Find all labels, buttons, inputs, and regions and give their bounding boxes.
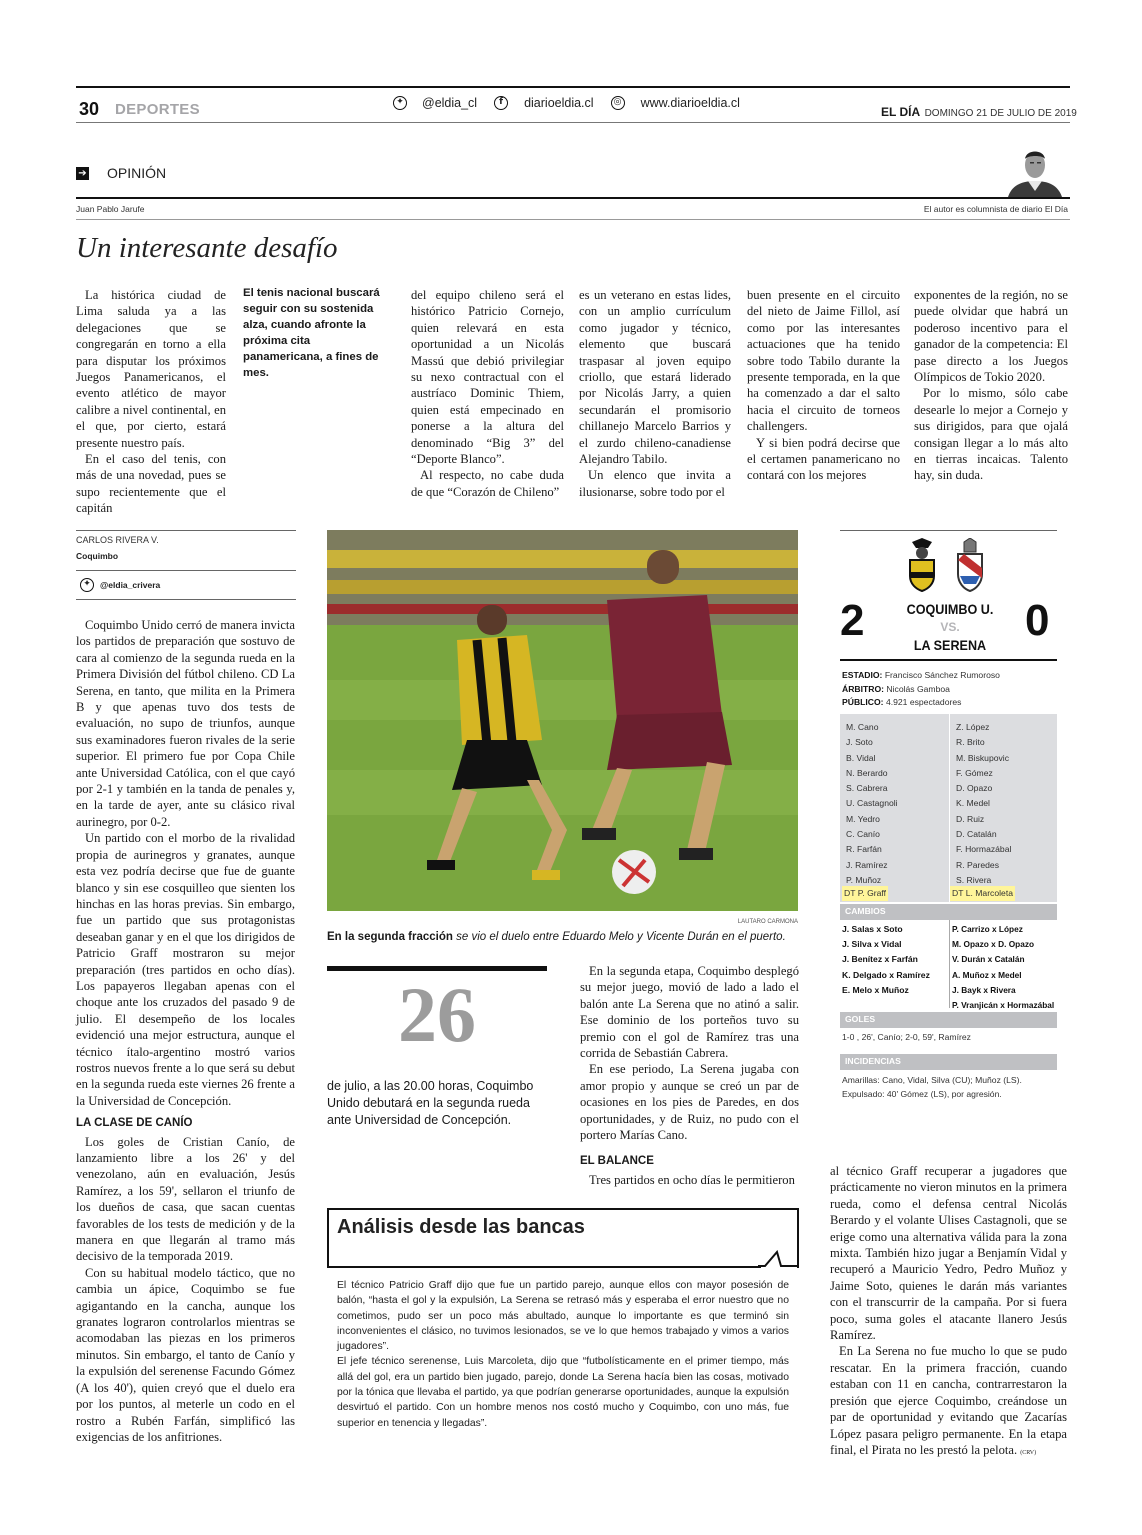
home-change: K. Delgado x Ramírez [842,969,930,980]
referee-row [842,683,1057,697]
opinion-title: Un interesante desafío [76,232,338,264]
article-paragraph-text: En La Serena no fue mucho lo que se pudo rescatar. En la primera fracción, cuando estaban con 11 en cancha, contrarrestaron la presión que ejerce Coquimbo, creándose un par de oportunidad y evitando que Zacarías López pasara peligro permanente. En la etapa final, el Pirata no les prestó la pelota. [830,1344,1067,1457]
incidents-band: INCIDENCIAS [840,1054,1057,1070]
analysis-frame-bottom [327,1266,761,1268]
subhead-la-clase: LA CLASE DE CANÍO [76,1117,193,1130]
home-coach: DT P. Graff [842,886,888,901]
away-change: M. Opazo x D. Opazo [952,939,1035,950]
away-score: 0 [1025,596,1050,645]
away-change: A. Muñoz x Medel [952,969,1022,980]
goals-text: 1-0 , 26', Canío; 2-0, 59', Ramírez [842,1032,971,1042]
website-link[interactable]: www.diarioeldia.cl [640,96,740,110]
home-player: B. Vidal [846,752,876,763]
big-number-text: de julio, a las 20.00 horas, Coquimbo Unido debutará en la segunda rueda ante Universidad de Concepción. [327,1079,534,1127]
home-player: P. Muñoz [846,874,882,885]
analysis-paragraph: El jefe técnico serenense, Luis Marcoleta, dijo que “futbolísticamente en el primer tiempo, más allá del gol, era un partido bien jugado, parejo, donde La Serena hacía bien las cosas, motivado por la tónica que llevaba el partido, ya que podrían generarse oportunidades, aunque la expulsión desvirtuó el partido. Con un hombre menos nos costó mucho y Coquimbo, con uno más, fue superior en tenencia y llegadas”. [337,1356,789,1429]
article-paragraph: Tres partidos en ocho días le permitieron [589,1172,795,1187]
sheet-score-rule [840,659,1057,661]
byline-city: Coquimbo [76,551,119,561]
photo-caption [327,931,807,943]
twitter-handle[interactable]: @eldia_cl [422,96,478,110]
home-lineup [846,720,946,888]
attendance: 4.921 espectadores [885,697,962,707]
goals-band: GOLES [840,1012,1057,1028]
home-player: N. Berardo [846,767,888,778]
away-player: D. Opazo [956,783,993,794]
article-column-3 [580,963,799,1188]
away-team: LA SERENA [913,637,987,653]
opinion-paragraph: Por lo mismo, sólo cabe desearle lo mejor a Cornejo y sus dirigidos, para que ojalá consigan llegar a lo más alto en tierras incaicas. Talento hay, sin duda. [914,386,1068,483]
away-change: P. Carrizo x López [952,924,1023,934]
home-player: C. Canío [846,829,880,840]
stadium: Francisco Sánchez Rumoroso [884,670,1000,680]
byline-twitter[interactable]: @eldia_crivera [100,580,161,590]
article-paragraph: Coquimbo Unido cerró de manera invicta los partidos de preparación que sostuvo de cara al comienzo de la segunda rueda en la Primera División del fútbol chileno. CD La Serena, en tanto, que milita en la Primera B y que apenas tuvo dos tests de evaluación, no supo de triunfos, aunque sus examinadores fueron rivales de la serie superior. El primero fue por Copa Chile ante Universidad Católica, con el que cayó por 2-1 y también en la tanda de penales y, en la tarde de ayer, ante su clásico rival aurinegro, por 0-2. [76,618,295,829]
article-paragraph [830,1343,1067,1461]
home-player: J. Soto [846,737,873,748]
opinion-paragraph: En el caso del tenis, con más de una novedad, pues se supo recientemente que el capitán [76,452,226,516]
incident-line: Amarillas: Cano, Vidal, Silva (CU); Muñoz (LS). [842,1075,1022,1085]
opinion-paragraph: es un veterano en estas lides, con un amplio currículum como jugador y técnico, elemento que buscará traspasar al joven equipo criollo, que estará liderado por Nicolás Jarry, a quien secundarán el promisorio chillanejo Marcelo Barrios y el zurdo chileno-canadiense Alejandro Tabilo. [579,288,731,467]
header-bottom-rule [76,122,1070,123]
home-changes [842,922,950,998]
article-column-4 [830,1163,1067,1461]
analysis-paragraph: El técnico Patricio Graff dijo que fue un partido parejo, aunque ellos con mayor posesión de balón, “hasta el gol y la expulsión, La Serena se retrasó más y esperaba el error nuestro que no cometimos, pudo ser un poco más abultado, aunque lo importante es que terminó sin inconvenientes el clásico, no tuvimos lesionados, se ve lo que hemos trabajado y vimos a varios jugadores”. [337,1280,789,1353]
match-details [842,669,1057,710]
opinion-paragraph: exponentes de la región, no se puede olvidar que habrá un poderoso incentivo para el ganador de la competencia: El pase directo a los Juegos Olímpicos de Tokio 2020. [914,288,1068,385]
stadium-label: ESTADIO: [842,670,883,680]
opinion-paragraph: Y si bien podrá decirse que el certamen panamericano no contará con los mejores [747,435,900,483]
opinion-column-4 [579,287,731,500]
la-serena-crest-icon [956,538,984,592]
attendance-label: PÚBLICO: [842,697,884,707]
opinion-column-3 [411,287,564,500]
opinion-lead: El tenis nacional buscará seguir con su sostenida alza, cuando afronte la próxima cita panamericana, a fines de mes. [243,287,380,379]
opinion-author-note: El autor es columnista de diario El Día [923,204,1068,214]
home-player: M. Yedro [846,813,880,824]
big-number: 26 [398,971,476,1058]
away-player: F. Hormazábal [956,844,1012,855]
home-score: 2 [840,596,865,645]
vs-label: VS. [940,620,960,634]
away-player: M. Biskupovic [956,752,1010,763]
away-change: V. Durán x Catalán [952,954,1025,965]
home-team: COQUIMBO U. [906,601,994,617]
byline-social [80,578,160,592]
away-change: J. Bayk x Rivera [952,984,1016,995]
opinion-paragraph: del equipo chileno será el histórico Patricio Cornejo, quien relevará en esta oportunidad a un Nicolás Massú que debió privilegiar su nexo contractual con el austríaco Dominic Thiem, quien está empecinado en ponerse a la altura del denominado “Big 3” del “Deporte Blanco”. [411,288,564,467]
away-player: F. Gómez [956,767,993,778]
home-player: U. Castagnoli [846,798,898,809]
opinion-column-6 [914,287,1068,484]
away-changes [952,922,1058,1013]
article-paragraph: Un partido con el morbo de la rivalidad propia de aurinegros y granates, aunque esta vez podría decirse que fue de guante blanco y sin ese cosquilleo que sienten los hinchas en las horas previas. Sin embargo, fue un partido que sus protagonistas deseaban ganar y en el que los dirigidos de Patricio Graff mostraron su mejor preparación (tres partidos en ocho días). Los papayeros llegaban apenas con el choque ante los cruzados del pasado 9 de julio. El desempeño de los locales evidenció una mejor estructura, aunque el técnico ítalo-argentino mostró varios rostros nuevos frente a lo que será su debut en la segunda rueda este viernes 26 frente a la Universidad de Concepción. [76,831,295,1108]
match-photo [327,530,798,911]
referee-label: ÁRBITRO: [842,683,885,694]
lineups-divider [949,714,950,902]
away-player: D. Catalán [956,829,997,840]
home-change: E. Melo x Muñoz [842,984,909,995]
incident-line: Expulsado: 40' Gómez (LS), por agresión. [842,1089,1002,1099]
opinion-label: OPINIÓN [107,165,167,181]
article-paragraph: En ese periodo, La Serena jugaba con amor propio y aunque se creó un par de ocasiones en los pies de Paredes, en dos oportunidades, y de Ruiz, no pudo con el portero Marías Cano. [580,1062,799,1143]
incidents-text [842,1073,1057,1101]
twitter-icon: ✦ [393,96,407,110]
page-number: 30 [79,99,100,119]
opinion-author: Juan Pablo Jarufe [76,204,145,214]
photo-credit: LAUTARO CARMONA [737,919,798,925]
header-top-rule [76,86,1070,88]
article-paragraph: En la segunda etapa, Coquimbo desplegó su mejor juego, movió de lado a lado el balón ante La Serena que no atinó a salir. Ese dominio de los porteños tuvo su premio con el gol de Ramírez tras una corrida de Sebastián Cabrera. [580,964,799,1061]
home-player: S. Cabrera [846,783,888,794]
changes-band: CAMBIOS [840,904,1057,920]
away-player: R. Brito [956,737,985,748]
header-dateline [881,103,1077,121]
twitter-icon: ✦ [80,578,94,592]
facebook-icon: f [494,96,508,110]
sheet-top-rule [840,530,1057,531]
opinion-rule [76,197,1070,199]
home-change: J. Silva x Vidal [842,939,902,950]
coquimbo-crest-icon [908,536,936,592]
opinion-column-1 [76,287,226,517]
home-change: J. Salas x Soto [842,924,903,934]
away-player: D. Ruiz [956,813,985,824]
opinion-paragraph: La histórica ciudad de Lima saluda ya a las delegaciones que se congregarán en torno a ella para disputar los próximos Juegos Panamericanos, el evento atlético de mayor calibre a nivel continental, en el que, por cierto, estará presente nuestro país. [76,288,226,450]
caption-lead: En la segunda fracción [327,931,453,943]
arrow-right-icon: ➔ [76,167,89,180]
stadium-row [842,669,1057,683]
byline-name: CARLOS RIVERA V. [76,535,159,545]
header-social-bar [393,96,740,110]
opinion-paragraph: Un elenco que invita a ilusionarse, sobre todo por el [579,468,731,499]
away-player: S. Rivera [956,874,992,885]
away-player: Z. López [956,722,990,732]
article-paragraph: Con su habitual modelo táctico, que no cambia un ápice, Coquimbo se fue agigantando en la cancha, aunque los granates lograron controlarlos mientras se acomodaban las piezas en los primeros minutos. Sin embargo, el tanto de Canío y la expulsión del serenense Facundo Gómez (A los 40'), quien creyó que el duelo era por los puntos, al meterle un codo en el rostro a Rubén Farfán, simplificó las exigencias de los anfitriones. [76,1265,295,1444]
byline-rule-2 [76,570,296,571]
analysis-title: Análisis desde las bancas [337,1216,585,1238]
paper-name: EL DÍA [881,105,921,119]
home-player: R. Farfán [846,844,882,855]
article-paragraph: Los goles de Cristian Canío, de lanzamiento libre a los 26' y del venezolano, aún en evaluación, Jesús Ramírez, a los 59', sellaron el triunfo de los dueños de casa, que sacan cuentas favorables de los tests de medición y de la manera en que llegarán al tramo más decisivo de la temporada 2019. [76,1134,295,1264]
away-coach: DT L. Marcoleta [950,886,1015,901]
opinion-paragraph: buen presente en el circuito del nieto de Jaime Fillol, así como por las interesantes actuaciones que ha tenido sobre todo Tabilo durante la presente temporada, en la que ha comenzado a dar el salto hacia el circuito de torneos challengers. [747,288,900,434]
home-change: J. Benítez x Farfán [842,954,918,965]
globe-icon: ◎ [611,96,625,110]
subhead-el-balance: EL BALANCE [580,1155,654,1168]
opinion-column-5 [747,287,900,484]
byline-rule-3 [76,599,296,600]
away-change: P. Vranjicán x Hormazábal [952,1000,1055,1011]
author-portrait [1002,145,1068,197]
coaches-row [842,886,1057,901]
speech-tail-icon [757,1250,801,1278]
away-player: R. Paredes [956,859,999,870]
section-name: DEPORTES [115,101,200,118]
attendance-row [842,696,1057,710]
facebook-page[interactable]: diarioeldia.cl [524,96,594,110]
issue-date: DOMINGO 21 DE JULIO DE 2019 [924,108,1077,119]
referee: Nicolás Gamboa [886,683,950,694]
opinion-paragraph: Al respecto, no cabe duda de que “Corazón de Chileno” [411,468,564,499]
opinion-sub-rule [76,219,1070,220]
away-lineup [956,720,1056,888]
home-player: M. Cano [846,722,879,732]
article-paragraph: al técnico Graff recuperar a jugadores que prácticamente no vieron minutos en la primera rueda, como el defensa central Nicolás Berardo y el volante Ulises Castagnoli, que se erige como una alternativa válida para la zona mixta. También hizo jugar a Benjamín Vidal y recuperó a Mauricio Yedro, Pedro Muñoz y Jaime Soto, quienes le darán más variantes con el transcurrir de la campaña. Por si fuera poco, suma goles el atacante llanero Jesús Ramírez. [830,1164,1067,1343]
byline-rule [76,530,296,531]
caption-text: se vio el duelo entre Eduardo Melo y Vicente Durán en el puerto. [456,931,786,943]
away-player: K. Medel [956,798,990,809]
analysis-body [337,1278,789,1431]
article-column-1 [76,617,295,1445]
signoff: (CRV) [1020,1449,1037,1456]
home-player: J. Ramírez [846,859,888,870]
